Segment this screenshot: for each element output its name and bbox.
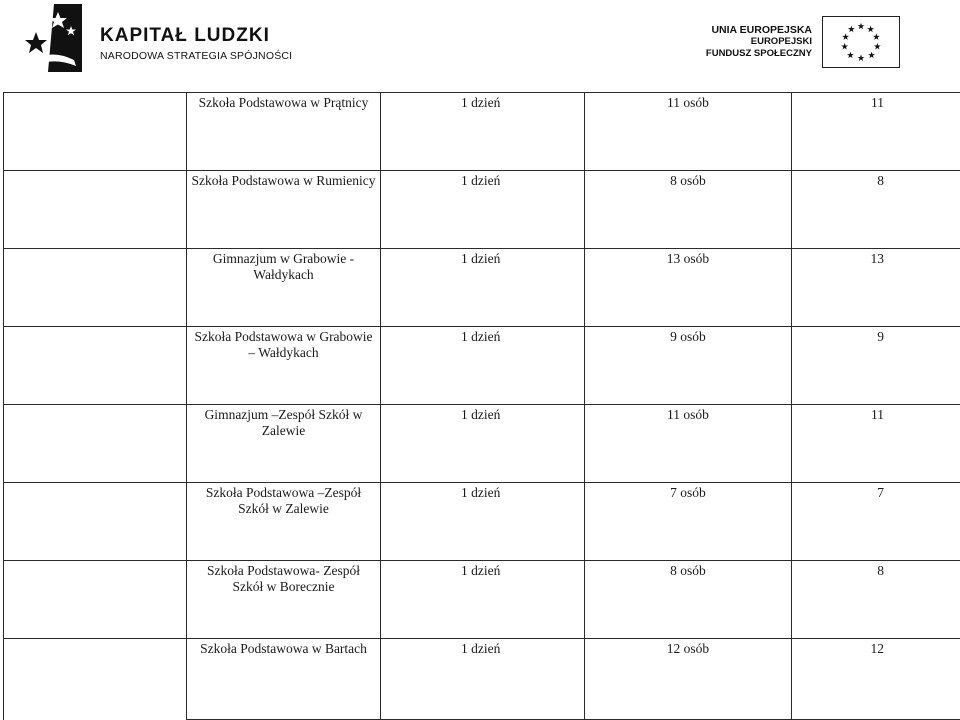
count-value: 12 xyxy=(792,639,960,657)
table-row xyxy=(4,561,960,639)
table-region xyxy=(0,92,960,712)
table-row xyxy=(4,249,960,327)
duration-cell xyxy=(381,639,585,720)
eu-flag-icon xyxy=(822,16,900,68)
count-cell xyxy=(792,405,960,483)
people-cell xyxy=(585,249,792,327)
empty-cell xyxy=(4,405,187,483)
school-name: Szkoła Podstawowa w Prątnicy xyxy=(187,93,380,111)
school-cell xyxy=(187,327,381,405)
school-name: Szkoła Podstawowa w Grabowie – Wałdykach xyxy=(187,327,380,361)
count-cell xyxy=(792,561,960,639)
count-value: 8 xyxy=(792,171,960,189)
count-cell xyxy=(792,249,960,327)
ue-line-1: UNIA EUROPEJSKA xyxy=(706,24,812,36)
count-value: 11 xyxy=(792,405,960,423)
empty-cell xyxy=(4,561,187,639)
school-cell xyxy=(187,249,381,327)
duration-cell xyxy=(381,405,585,483)
school-cell xyxy=(187,93,381,171)
people-value: 7 osób xyxy=(585,483,791,501)
count-cell xyxy=(792,483,960,561)
school-cell xyxy=(187,639,381,720)
ue-line-2: EUROPEJSKI xyxy=(706,36,812,48)
kapital-ludzki-logo xyxy=(24,2,84,74)
duration-value: 1 dzień xyxy=(381,327,584,345)
count-cell xyxy=(792,171,960,249)
ue-text xyxy=(706,24,812,60)
people-value: 11 osób xyxy=(585,93,791,111)
school-cell xyxy=(187,405,381,483)
people-cell xyxy=(585,171,792,249)
table-row xyxy=(4,93,960,171)
people-cell xyxy=(585,327,792,405)
duration-value: 1 dzień xyxy=(381,171,584,189)
table-row xyxy=(4,405,960,483)
school-name: Gimnazjum –Zespół Szkół w Zalewie xyxy=(187,405,380,439)
count-cell xyxy=(792,93,960,171)
table-row xyxy=(4,483,960,561)
empty-cell xyxy=(4,249,187,327)
count-cell xyxy=(792,639,960,720)
school-cell xyxy=(187,171,381,249)
people-cell xyxy=(585,93,792,171)
people-cell xyxy=(585,639,792,720)
count-value: 11 xyxy=(792,93,960,111)
people-value: 9 osób xyxy=(585,327,791,345)
duration-value: 1 dzień xyxy=(381,639,584,657)
empty-cell xyxy=(4,327,187,405)
count-value: 7 xyxy=(792,483,960,501)
people-cell xyxy=(585,483,792,561)
school-name: Szkoła Podstawowa w Bartach xyxy=(187,639,380,657)
duration-cell xyxy=(381,249,585,327)
duration-value: 1 dzień xyxy=(381,249,584,267)
school-name: Szkoła Podstawowa- Zespół Szkół w Borecznie xyxy=(187,561,380,595)
school-name: Szkoła Podstawowa w Rumienicy xyxy=(187,171,380,189)
empty-cell xyxy=(4,171,187,249)
duration-cell xyxy=(381,93,585,171)
school-cell xyxy=(187,561,381,639)
kapital-ludzki-subtitle: NARODOWA STRATEGIA SPÓJNOŚCI xyxy=(100,49,292,63)
school-cell xyxy=(187,483,381,561)
people-value: 8 osób xyxy=(585,171,791,189)
page-header xyxy=(0,0,960,80)
people-value: 8 osób xyxy=(585,561,791,579)
count-cell xyxy=(792,327,960,405)
count-value: 13 xyxy=(792,249,960,267)
empty-cell xyxy=(4,639,187,720)
duration-value: 1 dzień xyxy=(381,405,584,423)
schools-table xyxy=(3,92,960,720)
duration-value: 1 dzień xyxy=(381,483,584,501)
school-name: Gimnazjum w Grabowie - Wałdykach xyxy=(187,249,380,283)
ue-line-3: FUNDUSZ SPOŁECZNY xyxy=(706,48,812,60)
duration-cell xyxy=(381,171,585,249)
duration-value: 1 dzień xyxy=(381,93,584,111)
kapital-ludzki-title: KAPITAŁ LUDZKI xyxy=(100,26,292,46)
people-cell xyxy=(585,561,792,639)
empty-cell xyxy=(4,93,187,171)
people-cell xyxy=(585,405,792,483)
duration-cell xyxy=(381,327,585,405)
table-row xyxy=(4,639,960,720)
table-row xyxy=(4,171,960,249)
duration-value: 1 dzień xyxy=(381,561,584,579)
people-value: 11 osób xyxy=(585,405,791,423)
people-value: 12 osób xyxy=(585,639,791,657)
duration-cell xyxy=(381,483,585,561)
duration-cell xyxy=(381,561,585,639)
count-value: 8 xyxy=(792,561,960,579)
empty-cell xyxy=(4,483,187,561)
count-value: 9 xyxy=(792,327,960,345)
kapital-ludzki-text xyxy=(100,26,292,63)
people-value: 13 osób xyxy=(585,249,791,267)
school-name: Szkoła Podstawowa –Zespół Szkół w Zalewie xyxy=(187,483,380,517)
table-row xyxy=(4,327,960,405)
